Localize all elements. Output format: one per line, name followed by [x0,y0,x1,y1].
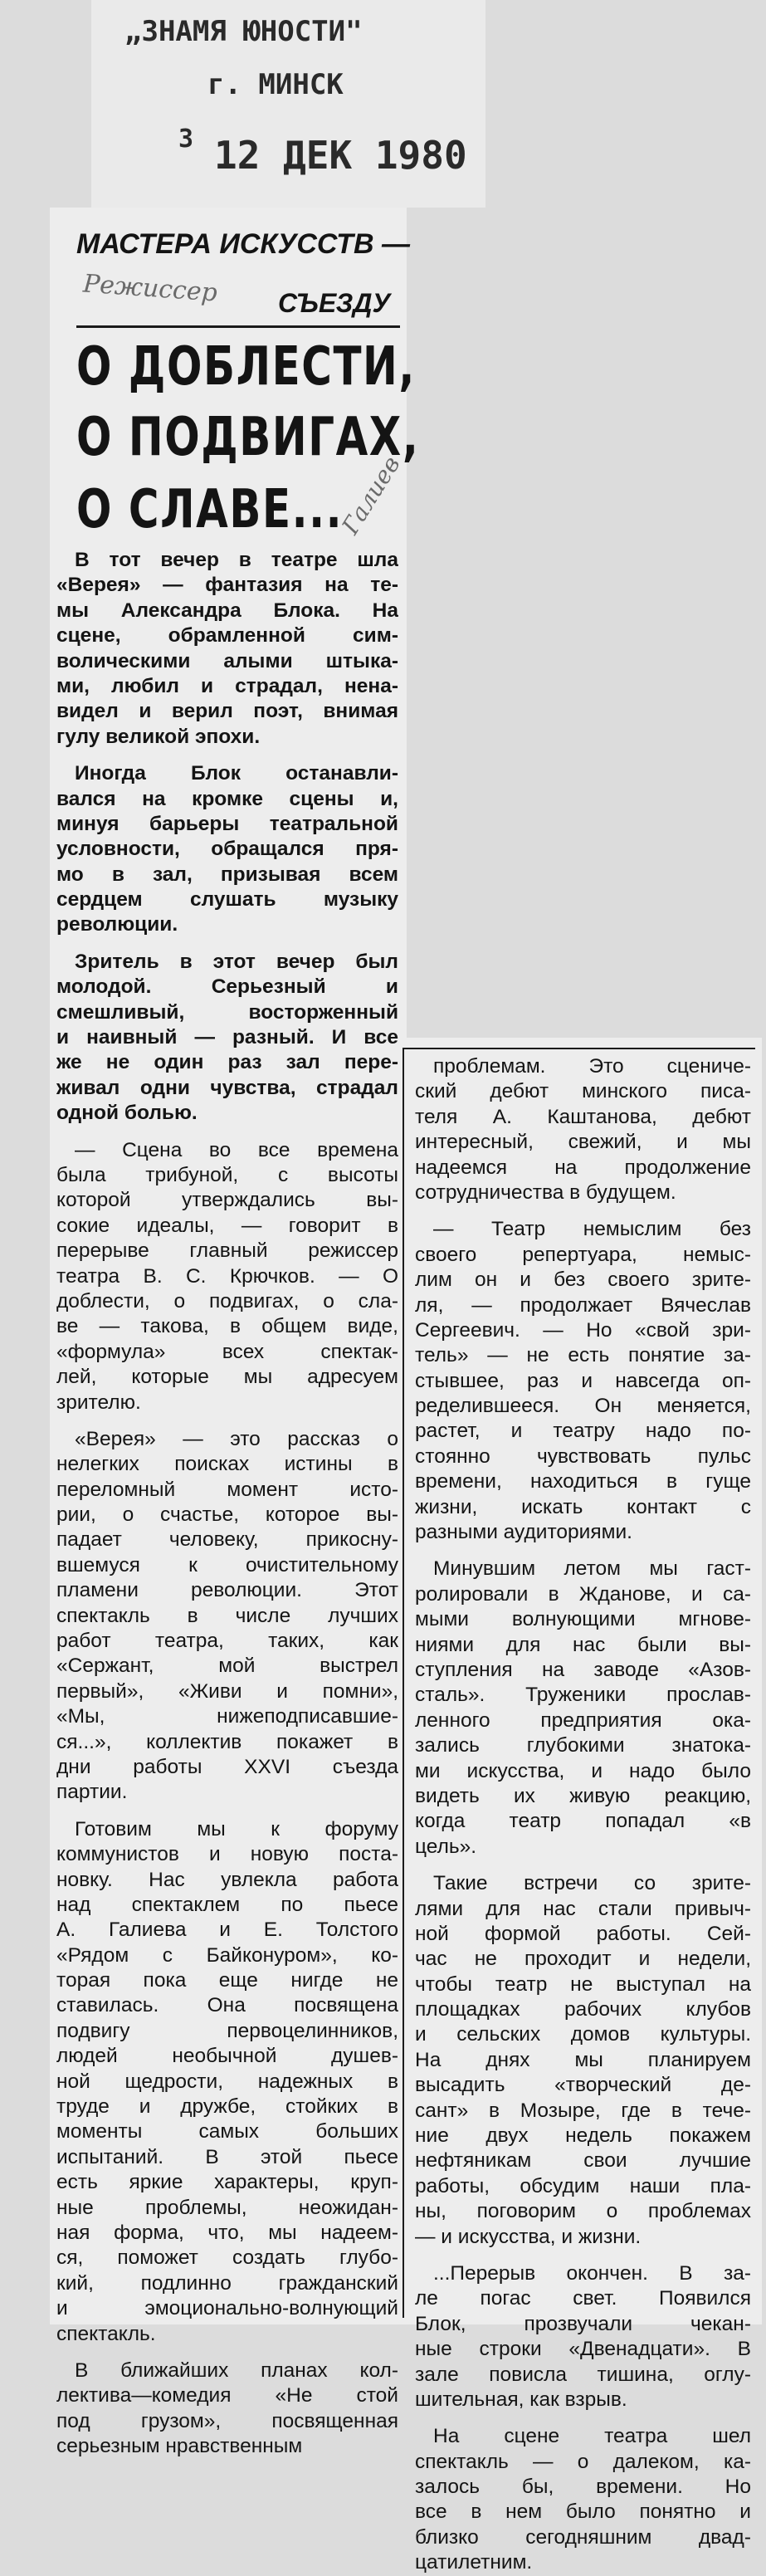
paragraph-gap [56,1127,398,1138]
text-line: близко сегодняшним двад- [415,2525,751,2549]
text-line: вшемуся к очистительному [56,1553,398,1576]
text-line: ниями для нас были вы- [415,1633,751,1656]
text-line: сердцем слушать музыку [56,888,398,912]
text-line: Минувшим летом мы гаст- [433,1557,751,1581]
text-line: коммунистов и новую поста- [56,1843,398,1866]
text-line: лей, которые мы адресуем [56,1366,398,1389]
text-line: На днях мы планируем [415,2048,751,2071]
text-line: ми искусства, и надо было [415,1759,751,1782]
text-line: доблести, о подвигах, о сла- [56,1289,398,1312]
paragraph-gap [56,938,398,950]
text-line: и сельских домов культуры. [415,2023,751,2046]
text-line: ве — такова, в общем виде, [56,1315,398,1338]
text-line: Готовим мы к форуму [75,1817,398,1840]
text-line: Блок, прозвучали чекан- [415,2312,751,2335]
text-line: «Рядом с Байконуром», ко- [56,1943,398,1967]
text-line: На сцене театра шел [433,2425,751,2448]
text-line: В тот вечер в театре шла [75,549,398,571]
headline-line-3: О СЛАВЕ... [76,479,344,540]
paragraph-gap [415,2250,751,2261]
text-line: ский дебют минского писа- [415,1080,751,1103]
text-line: надеемся на продолжение [415,1156,751,1179]
text-line: сант» в Мозыре, где в тече- [415,2099,751,2122]
text-line: первый», «Живи и помни», [56,1679,398,1703]
stamp-date: 12 ДЕК 1980 [214,133,467,178]
text-line: ные строки «Двенадцати». В [415,2338,751,2361]
text-line: ля, — продолжает Вячеслав [415,1293,751,1317]
text-line: «Верея» — это рассказ о [75,1427,398,1450]
text-line: когда театр попадал «в [415,1810,751,1833]
text-line: сталь». Труженики прослав- [415,1684,751,1707]
text-line: людей необычной душев- [56,2045,398,2068]
column-divider [403,1048,404,2318]
text-line: зале повисла тишина, оглу- [415,2363,751,2386]
text-line: высадить «творческий де- [415,2074,751,2097]
text-line: мыми волнующими мгнове- [415,1608,751,1631]
text-line: пламени революции. Этот [56,1579,398,1602]
text-line: лим он и без своего зрите- [415,1268,751,1292]
text-line: переломный момент исто- [56,1478,398,1501]
text-line: труде и дружбе, стойких в [56,2095,398,2119]
text-line: А. Галиева и Е. Толстого [56,1919,398,1942]
text-line: спектакль — о далеком, ка- [415,2450,751,2473]
paragraph-gap [56,1806,398,1817]
text-line: нефтяникам свои лучшие [415,2149,751,2173]
text-line: падает человеку, прикосну- [56,1528,398,1552]
text-line: подвигу первоцелинников, [56,2019,398,2042]
text-line: живал одни чувства, страдал [56,1076,398,1099]
text-line: была трибуной, с высоты [56,1163,398,1186]
text-line: рии, о счастье, которое вы- [56,1503,398,1527]
text-line: шительная, как взрыв. [415,2388,627,2411]
text-line: которой утверждались вы- [56,1189,398,1212]
paragraph-gap [415,1545,751,1557]
text-line: — Сцена во все времена [75,1138,398,1161]
text-line: «формула» всех спектак- [56,1340,398,1363]
text-line: «Верея» — фантазия на те- [56,574,398,597]
text-line: своего репертуара, немыс- [415,1243,751,1266]
archive-stamp [91,0,485,208]
text-line: жизни, искать контакт с [415,1495,751,1518]
text-line: ...Перерыв окончен. В за- [433,2261,751,2285]
text-line: работы, обсудим наши пла- [415,2174,751,2197]
paragraph-gap [56,2347,398,2358]
text-line: ределившееся. Он меняется, [415,1395,751,1418]
stamp-index: 3 [178,125,194,154]
text-line: же не один раз зал пере- [56,1051,398,1074]
text-line: работ театра, таких, как [56,1630,398,1653]
text-line: гулу великой эпохи. [56,725,261,748]
paragraph-gap [415,1205,751,1217]
text-line: ленного предприятия ока- [415,1708,751,1732]
text-line: лями для нас стали привыч- [415,1897,751,1920]
text-line: видел и верил поэт, внимая [56,700,398,723]
text-line: ние двух недель покажем [415,2124,751,2148]
text-line: партии. [56,1781,128,1804]
paragraph-gap [56,1415,398,1427]
stamp-city: г. МИНСК [207,68,344,101]
text-line: ле погас свет. Появился [415,2287,751,2310]
text-line: Сергеевич. — Но «свой зри- [415,1318,751,1342]
text-line: под грузом», посвященная [56,2409,398,2432]
article-column-right [415,1054,751,2576]
article-column-left [56,548,398,2460]
handwritten-note-left: Режиссер [81,269,218,308]
text-line: интересный, свежий, и мы [415,1131,751,1154]
text-line: новку. Нас увлекла работа [56,1868,398,1891]
text-line: залось бы, времени. Но [415,2476,751,2499]
rubric-title: МАСТЕРА ИСКУССТВ — [76,228,410,260]
text-line: торая пока еще нигде не [56,1969,398,1992]
text-line: времени, находиться в гуще [415,1470,751,1493]
text-line: сотрудничества в будущем. [415,1180,676,1204]
text-line: — Театр немыслим без [433,1218,751,1241]
text-line: мо в зал, призывая всем [56,863,398,886]
text-line: зрителю. [56,1391,141,1414]
text-line: проблемам. Это сцениче- [433,1055,751,1078]
text-line: спектакль. [56,2322,156,2345]
text-line: и наивный — разный. И все [56,1026,398,1049]
column-top-rule [403,1048,755,1049]
text-line: час не проходит и недели, [415,1948,751,1971]
text-line: чтобы театр не выступал на [415,1972,751,1996]
text-line: разными аудиториями. [415,1521,632,1544]
text-line: стоянно чувствовать пульс [415,1444,751,1468]
text-line: все в нем было понятно и [415,2500,751,2524]
text-line: зались глубокими знатока- [415,1734,751,1757]
rubric-rule [76,325,400,328]
text-line: минуя барьеры театральной [56,812,398,835]
text-line: площадках рабочих клубов [415,1998,751,2021]
text-line: сокие идеалы, — говорит в [56,1214,398,1237]
headline-line-1: О ДОБЛЕСТИ, [76,336,416,398]
text-line: молодой. Серьезный и [56,975,398,999]
text-line: ставилась. Она посвящена [56,1994,398,2017]
text-line: цатилетним. [415,2551,533,2574]
text-line: ные проблемы, неожидан- [56,2196,398,2219]
text-line: над спектаклем по пьесе [56,1893,398,1916]
text-line: стывшее, раз и навсегда оп- [415,1369,751,1392]
text-line: волическими алыми штыка- [56,649,398,672]
text-line: ролировали в Жданове, и са- [415,1582,751,1606]
text-line: ны, поговорим о проблемах [415,2200,751,2223]
text-line: смешливый, восторженный [56,1000,398,1024]
text-line: дни работы XXVI съезда [56,1755,398,1778]
text-line: вался на кромке сцены и, [56,787,398,810]
text-line: теля А. Каштанова, дебют [415,1105,751,1128]
text-line: ной формой работы. Сей- [415,1922,751,1945]
text-line: ступления на заводе «Азов- [415,1658,751,1681]
text-line: видеть их живую реакцию, [415,1784,751,1807]
text-line: мы Александра Блока. На [56,599,398,622]
stamp-newspaper: „ЗНАМЯ ЮНОСТИ" [124,15,363,48]
text-line: есть яркие характеры, круп- [56,2171,398,2194]
text-line: одной болью. [56,1102,198,1125]
text-line: растет, и театру надо по- [415,1420,751,1443]
text-line: сцене, обрамленной сим- [56,624,398,648]
text-line: ная форма, что, мы надеем- [56,2222,398,2244]
text-line: «Мы, нижеподписавшие- [56,1705,398,1728]
text-line: испытаний. В этой пьесе [56,2145,398,2168]
text-line: ми, любил и страдал, нена- [56,674,398,697]
handwritten-note-right: Галиев [336,451,406,540]
text-line: спектакль в числе лучших [56,1604,398,1627]
paragraph-gap [415,1860,751,1871]
text-line: лектива—комедия «Не стой [56,2384,398,2407]
text-line: цель». [415,1835,477,1858]
text-line: ной щедрости, надежных в [56,2070,398,2093]
paragraph-gap [56,750,398,761]
text-line: Зритель в этот вечер был [75,950,398,973]
text-line: кий, подлинно гражданский [56,2271,398,2295]
text-line: тель» — не есть понятие за- [415,1344,751,1367]
headline-line-2: О ПОДВИГАХ, [76,407,420,468]
text-line: Иногда Блок останавли- [75,762,398,785]
rubric-subtitle: СЪЕЗДУ [278,288,391,318]
paragraph-gap [415,2412,751,2424]
text-line: нелегких поисках истины в [56,1453,398,1476]
text-line: В ближайших планах кол- [75,2358,398,2382]
text-line: «Сержант, мой выстрел [56,1655,398,1678]
text-line: — и искусства, и жизни. [415,2225,642,2248]
text-line: моменты самых больших [56,2120,398,2143]
text-line: перерыве главный режиссер [56,1239,398,1263]
text-line: театра В. С. Крючков. — О [56,1264,398,1288]
text-line: революции. [56,913,178,936]
text-line: серьезным нравственным [56,2435,303,2458]
text-line: условности, обращался пря- [56,838,398,861]
text-line: и эмоционально-волнующий [56,2297,398,2320]
text-line: ся...», коллектив покажет в [56,1730,398,1753]
text-line: Такие встречи со зрите- [433,1872,751,1895]
text-line: ся, поможет создать глубо- [56,2246,398,2270]
